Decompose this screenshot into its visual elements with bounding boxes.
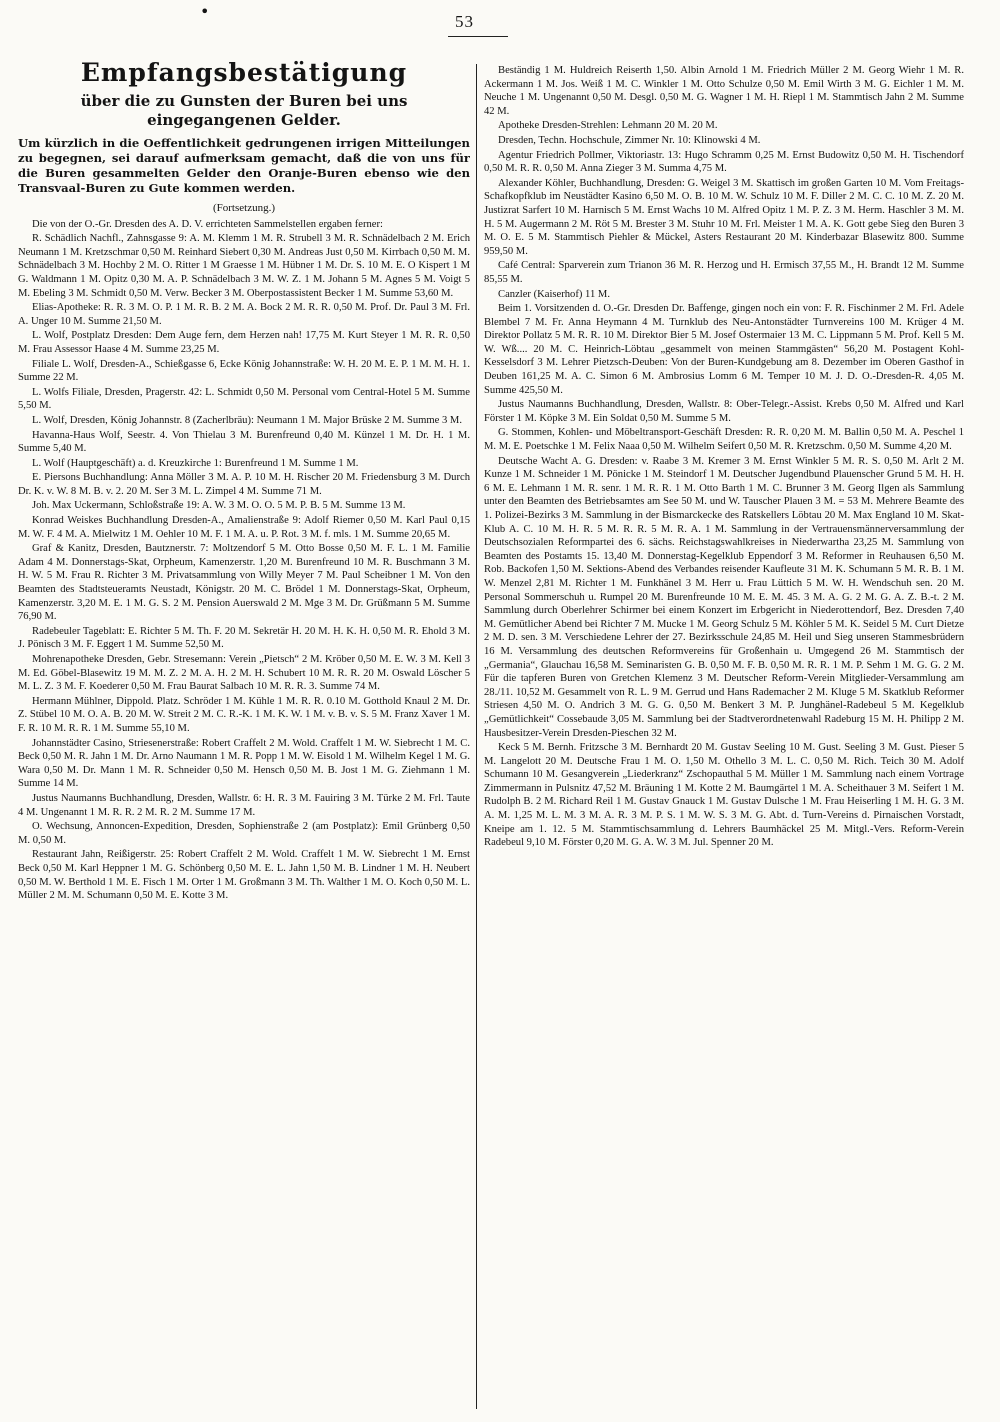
left-column	[18, 58, 470, 1413]
continuation-note: (Fortsetzung.)	[212, 202, 275, 214]
donation-paragraph: Canzler (Kaiserhof) 11 M.	[498, 288, 610, 300]
donation-paragraph: Beim 1. Vorsitzenden d. O.-Gr. Dresden Dr. Baffenge, gingen noch ein von: F. R. Fischinmer 2 M. Frl. Adele Blembel 7 M. Fr. Anna Heymann 4 M. Turnklub des Neu-Antonstädter Turnvereins 100 M. Krüger 4 M. Direktor Pollatz 5 M. R. R. 10 M. Direktor Bier 5 M. Josef Ostermaier 13 M. C. Lippmann 5 M. Prof. Kell 5 M. W. Wß.... 20 M. C. Heinrich-Löbtau „gesammelt von meinen Stammgästen“ 56,20 M. Postagent Kohl-Kesselsdorf 3 M. Lehrer Pietzsch-Deuben: Von der Buren-Kundgebung am 8. Dezember im Oberen Gasthof in Deuben 161,25 M. A. C. Simon 6 M. Ambrosius Lomm 6 M. Temper 10 M. J. D. O.-Dresden-R. 4,05 M. Summe 425,50 M.	[484, 303, 964, 396]
donation-paragraph: Dresden, Techn. Hochschule, Zimmer Nr. 10: Klinowski 4 M.	[498, 134, 761, 146]
donation-paragraph: Mohrenapotheke Dresden, Gebr. Stresemann: Verein „Pietsch“ 2 M. Kröber 0,50 M. E. W. 3 M. Kell 3 M. Ed. Göbel-Blasewitz 19 M. M. Z. 2 M. A. H. 2 M. H. Schubert 10 M. R. R. 20 M. Oswald Löscher 5 M. L. Z. 3 M. F. Koederer 0,50 M. Frau Baurat Salbach 10 M. R. R. 3. Summe 74 M.	[18, 654, 470, 693]
donation-paragraph: L. Wolfs Filiale, Dresden, Pragerstr. 42: L. Schmidt 0,50 M. Personal vom Central-Hotel 5 M. Summe 5,50 M.	[18, 386, 470, 412]
donation-paragraph: Graf & Kanitz, Dresden, Bautznerstr. 7: Moltzendorf 5 M. Otto Bosse 0,50 M. F. L. 1 M. Familie Adam 4 M. Donnerstags-Skat, Orpheum, Kamenzerstr. 1,20 M. Burenfreund 10 M. R. Buschmann 3 M. H. W. 5 M. Frau R. Richter 3 M. Privatsammlung von Willy Meyer 7 M. Paul Scheibner 1 M. Von den Beamten des Stadtsteueramts Neustadt, Königstr. 20 M. C. Brödel 1 M. Donnerstags-Skat, Orpheum, Kamenzerstr. 3,20 M. E. 1 M. G. S. 2 M. Pension Auerswald 2 M. Mge 3 M. Dr. Grüßmann 5 M. Summe 76,90 M.	[18, 543, 470, 623]
donation-paragraph: Filiale L. Wolf, Dresden-A., Schießgasse 6, Ecke König Johannstraße: W. H. 20 M. E. P. 1 M. M. H. 1. Summe 22 M.	[18, 358, 470, 384]
page-number: 53	[455, 12, 474, 31]
donation-paragraph: L. Wolf, Postplatz Dresden: Dem Auge fern, dem Herzen nah! 17,75 M. Kurt Steyer 1 M. R. R. 0,50 M. Frau Assessor Haase 4 M. Summe 23,25 M.	[18, 330, 470, 355]
donation-paragraph: Elias-Apotheke: R. R. 3 M. O. P. 1 M. R. B. 2 M. A. Bock 2 M. R. R. 0,50 M. Prof. Dr. Paul 3 M. Frl. A. Unger 10 M. Summe 21,50 M.	[18, 302, 470, 327]
donation-paragraph: Apotheke Dresden-Strehlen: Lehmann 20 M. 20 M.	[498, 120, 718, 132]
donation-paragraph: Justus Naumanns Buchhandlung, Dresden, Wallstr. 6: H. R. 3 M. Fauiring 3 M. Türke 2 M. Frl. Taute 4 M. Ungenannt 1 M. R. R. 2 M. R. 2 M. Summe 17 M.	[18, 792, 470, 818]
left-paragraphs	[18, 218, 470, 903]
donation-paragraph: Johannstädter Casino, Striesenerstraße: Robert Craffelt 2 M. Wold. Craffelt 1 M. W. Siebrecht 1 M. C. Beck 0,50 M. R. Jahn 1 M. Dr. Arno Naumann 1 M. R. Popp 1 M. W. Eisold 1 M. Wilhelm Kegel 1 M. G. Wara 0,50 M. Dr. Mann 1 M. R. Schneider 0,50 M. Hensch 0,50 M. B. Jost 1 M. G. Ziehmann 1 M. Summe 14 M.	[18, 737, 470, 790]
donation-paragraph: G. Stommen, Kohlen- und Möbeltransport-Geschäft Dresden: R. R. 0,20 M. M. Ballin 0,50 M. A. Peschel 1 M. M. E. Poetschke 1 M. Felix Naaa 0,50 M. Wilhelm Seifert 0,50 M. R. Kretzschm. 0,50 M. Summe 4,20 M.	[484, 427, 964, 453]
donation-paragraph: Restaurant Jahn, Reißigerstr. 25: Robert Craffelt 2 M. Wold. Craffelt 1 M. W. Siebrecht 1 M. Ernst Beck 0,50 M. Karl Heppner 1 M. G. Schönberg 0,50 M. E. L. Jahn 1,50 M. B. Lindner 1 M. H. Neubert 0,50 M. W. Berthold 1 M. E. Fisch 1 M. Orter 1 M. Großmann 3 M. Th. Walther 1 M. O. Koch 0,50 M. L. Müller 2 M. M. Schumann 0,50 M. E. Kotte 3 M.	[18, 849, 470, 902]
article-title: Empfangsbestätigung	[80, 58, 408, 87]
donation-paragraph: Deutsche Wacht A. G. Dresden: v. Raabe 3 M. Kremer 3 M. Ernst Winkler 5 M. R. S. 0,50 M. Arlt 2 M. Kunze 1 M. Schneider 1 M. Pönicke 1 M. Steindorf 1 M. Deutscher Jugendbund Plauenscher Grund 5 M. H. H. 6 M. E. Lehmann 1 M. R. senr. 1 M. R. R. 1 M. Otto Barth 1 M. C. Brunner 3 M. Georg Ilgen als Sammlung unter den Beamten des Betriebsamtes am See 50 M. und W. Tauscher Plauen 3 M. = 53 M. Mehrere Beamte des 1. Polizei-Bezirks 3 M. Sammlung in der Bismarckecke des Ratskellers Löbtau 20 M. Max England 10 M. Skat-Klub A. C. 10 M. H. R. 5 M. R. R. 5 M. R. A. 1 M. Sammlung in der Vertrauensmännerversammlung der Deutschsozialen Reformpartei des 6. sächs. Reichstagswahlkreises in Niederwartha 23,25 M. Sammlung von Beamten des Postamts 15. 13,40 M. Donnerstag-Kegelklub Eppendorf 3 M. Reformer in Reuhausen 6,50 M. Rob. Backofen 1,50 M. Sektions-Abend des Verbandes reisender Kaufleute 31 M. K. Schumann 5 M. R. B. 1 M. W. Menzel 2,81 M. Richter 1 M. Funkhänel 3 M. Herr u. Frau Lüttich 5 M. W. H. Wendschuh sen. 20 M. Personal Sommerschuh u. Rumpel 20 M. Burenfreunde 10 M. E. M. 45. 3 M. A. G. 2 M. G. A. Z. B.-t. 2 M. Sammlung durch Oberlehrer Schirmer bei einem Konzert im Erbgericht in Niederottendorf, Bez. Dresden 7,40 M. Gemütlicher Abend bei Richter 7 M. Mucke 1 M. Georg Schulz 5 M. Köhler 5 M. K. Seidel 5 M. Curt Dietze 2 M. D. sen. 3 M. Verschiedene Lehrer der 27. Bezirksschule 24,85 M. Heil und Sieg unseren Stammesbrüdern 16 M. Versammlung des deutschen Reformvereins für Großenhain u. Umgegend 26 M. Stammtisch der „Germania“, Glauchau 16,58 M. Seminaristen G. B. 0,50 M. F. B. 0,50 M. R. R. 1 M. P. Sehm 1 M. G. G. 2 M. Für die tapferen Buren von Gretchen Klemenz 3 M. Deutscher Reform-Verein Mitglieder-Versammlung am 28./11. 10,52 M. Gesammelt von R. L. 9 M. Gerrud und Hans Rademacher 2 M. Kluge 5 M. Skatklub Reformer Striesen 4,50 M. O. Andrich 3 M. G. G. 0,50 M. Benkert 3 M. P. Junghänel-Radebeul 5 M. Kegelklub „Gemütlichkeit“ Cossebaude 3,05 M. Sammlung bei der Stadtverordnetenwahl Radeburg 15 M. H. Philipp 2 M. Hausbesitzer-Verein Dresden-Pieschen 32 M.	[484, 455, 964, 739]
donation-paragraph: R. Schädlich Nachfl., Zahnsgasse 9: A. M. Klemm 1 M. R. Strubell 3 M. R. Schnädelbach 2 M. Erich Neumann 1 M. Kretzschmar 0,50 M. Reinhard Siebert 0,30 M. Andreas Just 0,50 M. Kirrbach 0,50 M. M. Schnädelbach 3 M. Hochby 2 M. O. Ritter 1 M Graesse 1 M. Hübner 1 M. Dr. S. 10 M. E. O Kispert 1 M G. Waldmann 1 M. Opitz 0,30 M. A. P. Schnädelbach 3 M. W. Z. 1 M. Johann 5 M. Agnes 5 M. Voigt 5 M. Ebeling 3 M. Schmidt 0,50 M. Verw. Becker 3 M. Oberpostassistent Becker 1 M. Summe 53,60 M.	[18, 233, 470, 299]
donation-paragraph: E. Piersons Buchhandlung: Anna Möller 3 M. A. P. 10 M. H. Rischer 20 M. Friedensburg 3 M. Durch Dr. K. v. W. 8 M. B. v. 2. 20 M. Ser 3 M. L. Zimpel 4 M. Summe 71 M.	[18, 472, 470, 497]
donation-paragraph: Hermann Mühlner, Dippold. Platz. Schröder 1 M. Kühle 1 M. R. R. 0.10 M. Gotthold Knaul 2 M. Dr. Z. Stübel 10 M. O. A. B. 20 M. W. Streit 2 M. C. R.-K. 1 M. K. W. 1 M. v. B. v. S. 5 M. Franz Xaver 1 M. F. R. 10 M. R. R. 1 M. Summe 55,10 M.	[18, 695, 470, 734]
donation-paragraph: Café Central: Sparverein zum Trianon 36 M. R. Herzog und H. Ermisch 37,55 M., H. Brandt 12 M. Summe 85,55 M.	[484, 260, 964, 285]
donation-paragraph: L. Wolf, Dresden, König Johannstr. 8 (Zacherlbräu): Neumann 1 M. Major Brüske 2 M. Summe 3 M.	[32, 414, 462, 426]
donation-paragraph: L. Wolf (Hauptgeschäft) a. d. Kreuzkirche 1: Burenfreund 1 M. Summe 1 M.	[32, 457, 359, 469]
right-column	[484, 64, 964, 1419]
article-notice: Um kürzlich in die Oeffentlichkeit gedrungenen irrigen Mitteilungen zu begegnen, sei darauf aufmerksam gemacht, daß die von uns für die Buren gesammelten Gelder den Oranje-Buren ebenso wie den Transvaal-Buren zu Gute kommen werden.	[18, 136, 470, 195]
donation-paragraph: Konrad Weiskes Buchhandlung Dresden-A., Amalienstraße 9: Adolf Riemer 0,50 M. Karl Paul 0,15 M. W. F. 4 M. A. Mielwitz 1 M. Oehler 10 M. F. 1 M. A. u. P. Rot. 3 M. f. mls. 1 M. Summe 20,65 M.	[18, 515, 470, 540]
article-subtitle: über die zu Gunsten der Buren bei uns eingegangenen Gelder.	[80, 92, 408, 129]
page-number-rule	[448, 36, 508, 37]
donation-paragraph: Havanna-Haus Wolf, Seestr. 4. Von Thielau 3 M. Burenfreund 0,40 M. Künzel 1 M. Dr. H. 1 M. Summe 5,40 M.	[18, 429, 470, 455]
donation-paragraph: Beständig 1 M. Huldreich Reiserth 1,50. Albin Arnold 1 M. Friedrich Müller 2 M. Georg Wiehr 1 M. R. Ackermann 1 M. Jos. Weiß 1 M. C. Winkler 1 M. Otto Schulze 0,50 M. Emil Wirth 3 M. G. Eichler 1 M. M. Neuche 1 M. Ungenannt 0,50 M. Desgl. 0,50 M. G. Wagner 1 M. H. Riepl 1 M. Stammtisch Jahn 2 M. Summe 42 M.	[484, 65, 964, 117]
print-dot: •	[200, 2, 210, 21]
right-paragraphs	[484, 64, 964, 850]
donation-paragraph: Die von der O.-Gr. Dresden des A. D. V. errichteten Sammelstellen ergaben ferner:	[32, 218, 383, 230]
donation-paragraph: Agentur Friedrich Pollmer, Viktoriastr. 13: Hugo Schramm 0,25 M. Ernst Budowitz 0,50 M. H. Tischendorf 0,50 M. R. R. 0,50 M. Anna Zieger 3 M. Summa 4,75 M.	[484, 149, 964, 175]
donation-paragraph: Alexander Köhler, Buchhandlung, Dresden: G. Weigel 3 M. Skattisch im großen Garten 10 M. Vom Freitags-Schafkopfklub im Neustädter Kasino 6,50 M. O. B. 10 M. W. Schulz 10 M. F. Diller 2 M. C. C. 10 M. Z. 20 M. Justizrat Sarfert 10 M. Harnisch 5 M. Ernst Wachs 10 M. Alfred Opitz 1 M. P. Z. 3 M. Herm. Haschler 3 M. M. H. 5 M. Augermann 2 M. Röt 5 M. Brester 3 M. Stuhr 10 M. Frl. Meister 1 M. A. K. Gott gebe Sieg den Buren 3 M. O. E. 5 M. Stammtisch Piehler & Mückel, Asters Restaurant 20 M. Kinderbazar Blasewitz 800. Summe 959,50 M.	[484, 177, 964, 257]
donation-paragraph: Justus Naumanns Buchhandlung, Dresden, Wallstr. 8: Ober-Telegr.-Assist. Krebs 0,50 M. Alfred und Karl Förster 1 M. Köpke 3 M. Ein Soldat 0,50 M. Summe 5 M.	[484, 399, 964, 424]
donation-paragraph: Radebeuler Tageblatt: E. Richter 5 M. Th. F. 20 M. Sekretär H. 20 M. H. K. H. 0,50 M. R. Ehold 3 M. J. Pönisch 3 M. F. Eggert 1 M. Summe 52,50 M.	[18, 625, 470, 651]
donation-paragraph: Keck 5 M. Bernh. Fritzsche 3 M. Bernhardt 20 M. Gustav Seeling 10 M. Gust. Seeling 3 M. Gust. Pieser 5 M. Langelott 20 M. Deutsche Frau 1 M. O. 1,50 M. Othello 3 M. L. C. 0,50 M. Rich. Teich 30 M. Adolf Schumann 10 M. Gesangverein „Liederkranz“ Zschopauthal 5 M. Müller 1 M. Sammlung nach einem Vortrage Zimmermann in Pulsnitz 47,52 M. Bräuning 1 M. Kotte 2 M. Baumgärtel 1 M. A. Scheithauer 3 M. Seifert 1 M. Rudolph B. 2 M. Richard Reil 1 M. Gustav Gnauck 1 M. Gustav Dulsche 1 M. Frau Heiserling 1 M. H. G. 3 M. A. M. 1,25 M. L. M. 3 M. A. R. 3 M. P. S. 1 M. W. S. 3 M. G. Abt. d. Turn-Vereins d. Pirnaischen Vorstadt, Kneipe am 1. 12. 5 M. Stammtischsammlung d. Lehrers Baumhäckel 25 M. Mitgl.-Vers. Reform-Verein Radebeul 9,10 M. Förster 0,20 M. G. A. W. 3 M. Jul. Spenner 20 M.	[484, 742, 964, 849]
donation-paragraph: O. Wechsung, Annoncen-Expedition, Dresden, Sophienstraße 2 (am Postplatz): Emil Grünberg 0,50 M. 0,50 M.	[18, 821, 470, 846]
column-divider	[476, 64, 477, 1409]
donation-paragraph: Joh. Max Uckermann, Schloßstraße 19: A. W. 3 M. O. O. 5 M. P. B. 5 M. Summe 13 M.	[32, 500, 406, 512]
